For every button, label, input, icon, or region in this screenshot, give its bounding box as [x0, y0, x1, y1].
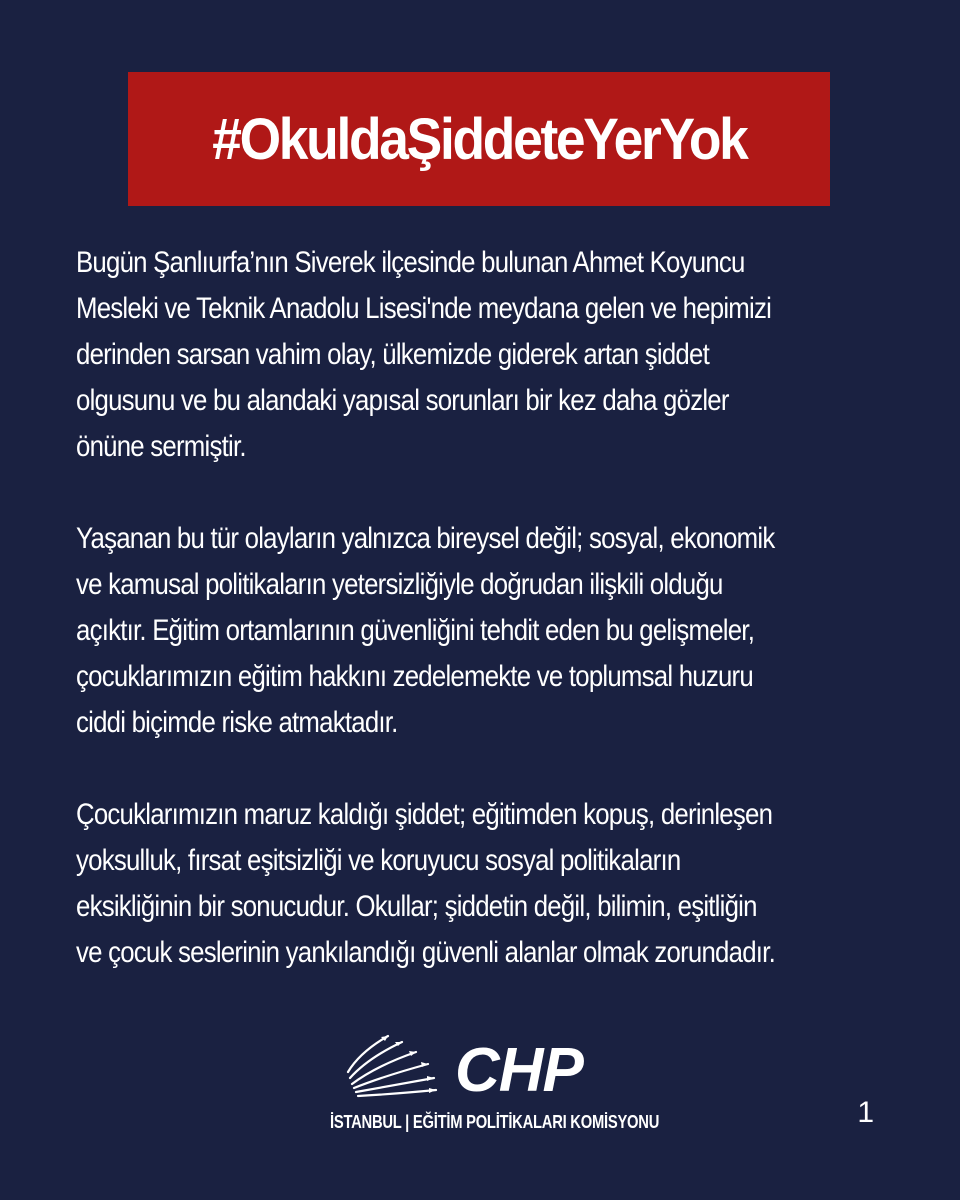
six-arrows-icon	[340, 1030, 440, 1100]
chp-wordmark: CHP	[455, 1036, 583, 1105]
statement-body	[76, 240, 916, 1022]
text-line: Mesleki ve Teknik Anadolu Lisesi'nde meydana gelen ve hepimizi	[76, 292, 772, 325]
paragraph-3	[76, 792, 916, 976]
text-line: önüne sermiştir.	[76, 430, 246, 463]
text-line: Bugün Şanlıurfa’nın Siverek ilçesinde bulunan Ahmet Koyuncu	[76, 246, 745, 279]
paragraph-2	[76, 516, 916, 746]
text-line: ve kamusal politikaların yetersizliğiyle doğrudan ilişkili olduğu	[76, 568, 723, 601]
text-line: Yaşanan bu tür olayların yalnızca bireysel değil; sosyal, ekonomik	[76, 522, 775, 555]
text-line: olgusunu ve bu alandaki yapısal sorunları bir kez daha gözler	[76, 384, 729, 417]
text-line: ciddi biçimde riske atmaktadır.	[76, 706, 398, 739]
text-line: Çocuklarımızın maruz kaldığı şiddet; eğitimden kopuş, derinleşen	[76, 798, 773, 831]
text-line: açıktır. Eğitim ortamlarının güvenliğini tehdit eden bu gelişmeler,	[76, 614, 755, 647]
headline-hashtag: #OkuldaŞiddeteYerYok	[211, 106, 747, 172]
headline-banner	[128, 72, 830, 206]
chp-logo	[330, 1030, 660, 1140]
page-number: 1	[857, 1096, 874, 1129]
text-line: çocuklarımızın eğitim hakkını zedelemekte ve toplumsal huzuru	[76, 660, 753, 693]
text-line: yoksulluk, fırsat eşitsizliği ve koruyucu sosyal politikaların	[76, 844, 681, 877]
text-line: derinden sarsan vahim olay, ülkemizde giderek artan şiddet	[76, 338, 709, 371]
text-line: ve çocuk seslerinin yankılandığı güvenli alanlar olmak zorundadır.	[76, 936, 775, 969]
text-line: eksikliğinin bir sonucudur. Okullar; şiddetin değil, bilimin, eşitliğin	[76, 890, 757, 923]
paragraph-1	[76, 240, 916, 470]
commission-subtitle: İSTANBUL | EĞİTİM POLİTİKALARI KOMİSYONU	[330, 1112, 660, 1132]
